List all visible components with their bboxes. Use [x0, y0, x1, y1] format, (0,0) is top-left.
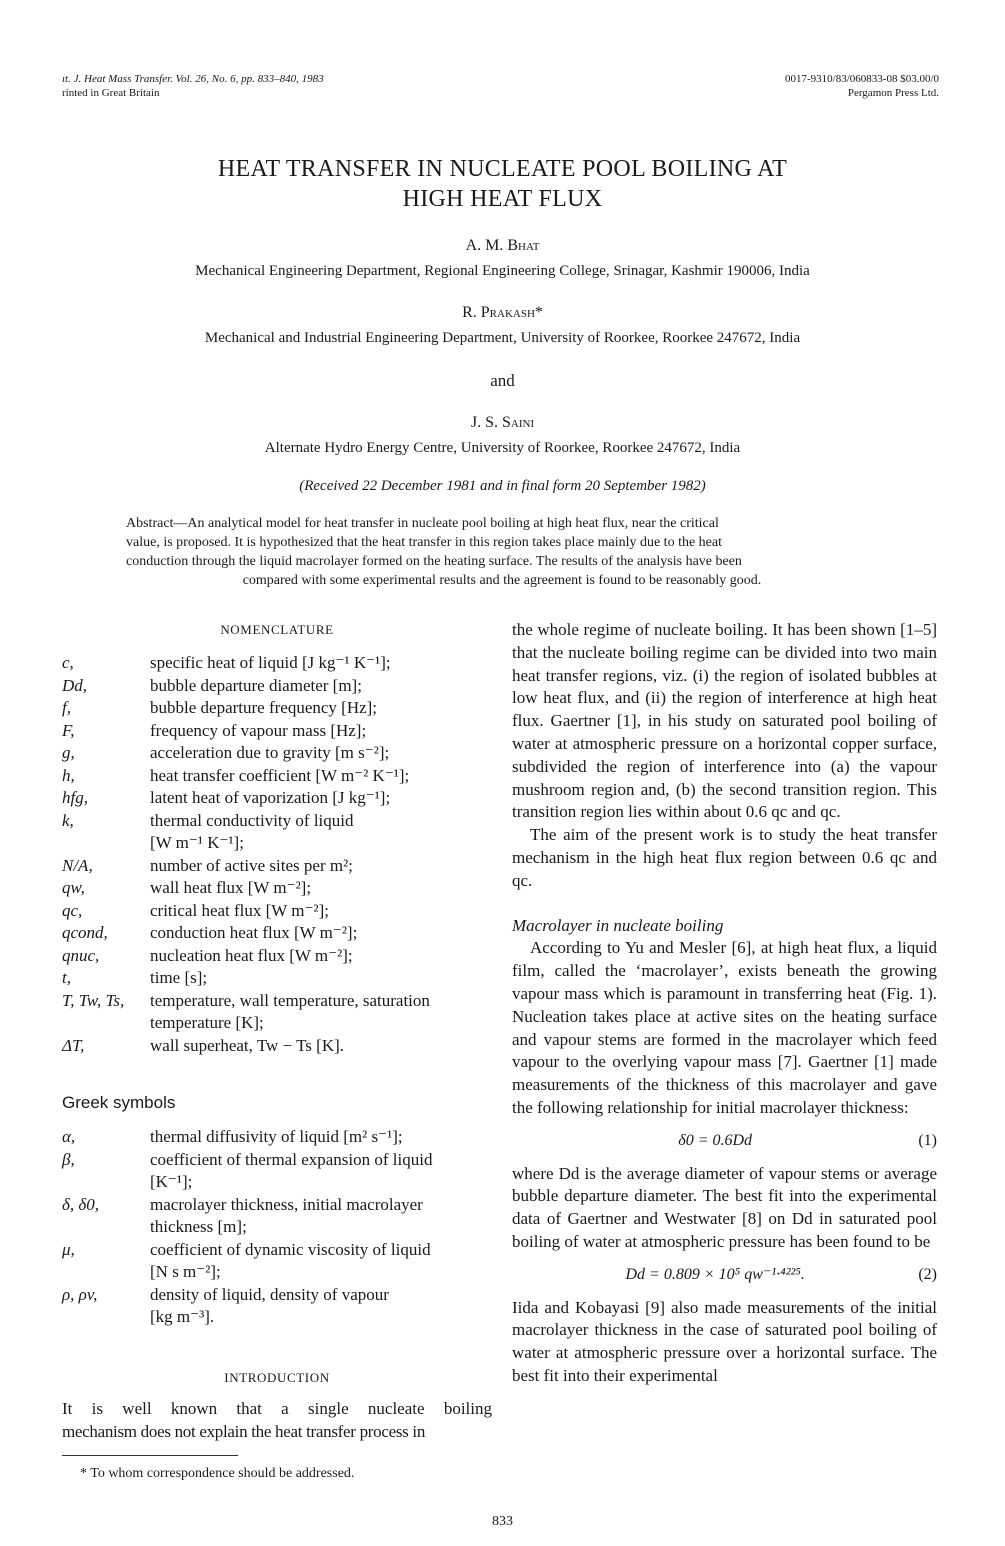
issn-line: 0017-9310/83/060833-08 $03.00/0 — [785, 73, 939, 85]
nomenclature-row — [62, 1261, 492, 1284]
nomenclature-definition: coefficient of dynamic viscosity of liquid — [150, 1239, 431, 1259]
nomenclature-row — [62, 1284, 492, 1307]
nomenclature-row — [62, 1149, 492, 1172]
title-line-2: HIGH HEAT FLUX — [402, 186, 603, 212]
nomenclature-definition: critical heat flux [W m⁻²]; — [150, 900, 329, 920]
abstract-line: Abstract—An analytical model for heat transfer in nucleate pool boiling at high heat flux, near the critical — [126, 516, 719, 531]
publisher-info — [785, 72, 939, 100]
nomenclature-row — [62, 1239, 492, 1262]
nomenclature-row — [62, 1171, 492, 1194]
title-line-1: HEAT TRANSFER IN NUCLEATE POOL BOILING AT — [217, 156, 788, 182]
nomenclature-row — [62, 967, 492, 990]
nomenclature-row — [62, 697, 492, 720]
nomenclature-row — [62, 675, 492, 698]
greek-symbols-heading: Greek symbols — [62, 1093, 176, 1112]
nomenclature-symbol: qw, — [62, 878, 85, 897]
paragraph: Iida and Kobayasi [9] also made measurements of the initial macrolayer thickness in the case of saturated pool boiling of water at atmospheric pressure over a horizontal surface. The best fit into their experimental — [512, 1297, 937, 1385]
nomenclature-symbol: qc, — [62, 900, 83, 920]
nomenclature-definition: time [s]; — [150, 968, 208, 987]
paragraph: where Dd is the average diameter of vapour stems or average bubble departure diameter. The best fit into the experimental data of Gaertner and Westwater [8] on Dd in saturated pool boiling of water at atmospheric pressure has been found to be — [512, 1163, 937, 1251]
nomenclature-row — [62, 1306, 492, 1329]
journal-citation — [62, 72, 324, 100]
nomenclature-definition: nucleation heat flux [W m⁻²]; — [150, 945, 353, 965]
nomenclature-list — [62, 652, 492, 1057]
nomenclature-symbol: qcond, — [62, 923, 108, 942]
nomenclature-definition: frequency of vapour mass [Hz]; — [150, 720, 367, 740]
nomenclature-definition: coefficient of thermal expansion of liquid — [150, 1149, 433, 1169]
nomenclature-definition: thermal conductivity of liquid — [150, 810, 354, 830]
page-number: 833 — [492, 1514, 513, 1529]
abstract-line: compared with some experimental results and the agreement is found to be reasonably good. — [242, 573, 762, 588]
nomenclature-heading: NOMENCLATURE — [220, 622, 334, 637]
nomenclature-definition: bubble departure frequency [Hz]; — [150, 698, 378, 717]
nomenclature-definition: [W m⁻¹ K⁻¹]; — [150, 833, 244, 852]
nomenclature-row — [62, 787, 492, 810]
nomenclature-row — [62, 900, 492, 923]
nomenclature-definition: thermal diffusivity of liquid [m² s⁻¹]; — [150, 1127, 403, 1146]
right-column — [512, 619, 937, 1388]
greek-symbols-list — [62, 1126, 492, 1329]
intro-line: mechanism does not explain the heat transfer process in — [62, 1421, 426, 1441]
nomenclature-row — [62, 1216, 492, 1239]
nomenclature-symbol: μ, — [62, 1239, 75, 1259]
nomenclature-definition: [kg m⁻³]. — [150, 1307, 215, 1326]
nomenclature-symbol — [62, 1216, 150, 1239]
received-dates: (Received 22 December 1981 and in final form 20 September 1982) — [299, 478, 706, 494]
abstract — [126, 514, 878, 590]
nomenclature-row — [62, 720, 492, 743]
equation-number: (1) — [918, 1131, 937, 1149]
citation-line: ıt. J. Heat Mass Transfer. Vol. 26, No. 6, pp. 833–840, 1983 — [62, 73, 324, 85]
nomenclature-symbol: qnuc, — [62, 945, 100, 965]
abstract-line: value, is proposed. It is hypothesized that the heat transfer in this region takes place mainly due to the heat — [126, 535, 722, 550]
nomenclature-row — [62, 832, 492, 855]
equation-1 — [512, 1130, 937, 1153]
nomenclature-symbol: g, — [62, 743, 75, 762]
nomenclature-symbol: β, — [62, 1149, 75, 1169]
equation-2 — [512, 1264, 937, 1287]
author-name: R. Prakash* — [462, 304, 543, 321]
nomenclature-definition: latent heat of vaporization [J kg⁻¹]; — [150, 788, 391, 807]
nomenclature-row — [62, 810, 492, 833]
nomenclature-symbol — [62, 1012, 150, 1035]
nomenclature-symbol: N/A, — [62, 855, 93, 875]
author-name: A. M. Bhat — [465, 237, 540, 254]
paragraph: The aim of the present work is to study the heat transfer mechanism in the high heat flux region between 0.6 qc and qc. — [512, 825, 937, 890]
publisher-line: Pergamon Press Ltd. — [847, 87, 939, 99]
nomenclature-row — [62, 1194, 492, 1217]
paper-title — [0, 154, 1005, 214]
nomenclature-row — [62, 922, 492, 945]
introduction-text — [62, 1398, 492, 1444]
nomenclature-symbol: δ, δ0, — [62, 1194, 100, 1214]
footnote: * To whom correspondence should be addressed. — [80, 1466, 355, 1481]
nomenclature-definition: bubble departure diameter [m]; — [150, 675, 362, 695]
nomenclature-symbol: t, — [62, 968, 71, 987]
author-conjunction: and — [490, 371, 515, 390]
paragraph: the whole regime of nucleate boiling. It has been shown [1–5] that the nucleate boiling regime can be divided into two main heat transfer regions, viz. (i) the region of isolated bubbles at low heat flux, and (ii) the region of interference at high heat flux. Gaertner [1], in his study on saturated pool boiling of water at atmospheric pressure on a horizontal copper surface, subdivided the region of interference into (a) the vapour mushroom region and, (b) the second transition region. This transition region lies within about 0.6 qc and qc. — [512, 620, 937, 822]
printed-in-line: rinted in Great Britain — [62, 87, 160, 99]
intro-line: It is well known that a single nucleate boiling — [62, 1399, 492, 1418]
nomenclature-definition: [K⁻¹]; — [150, 1172, 193, 1191]
abstract-line: conduction through the liquid macrolayer formed on the heating surface. The results of the analysis have been — [126, 554, 742, 569]
introduction-heading: INTRODUCTION — [224, 1370, 330, 1385]
nomenclature-symbol: ρ, ρv, — [62, 1284, 98, 1304]
nomenclature-definition: density of liquid, density of vapour — [150, 1284, 389, 1304]
footnote-rule — [62, 1455, 238, 1456]
nomenclature-symbol: F, — [62, 720, 75, 740]
equation-expression: δ0 = 0.6Dd — [678, 1131, 753, 1149]
nomenclature-definition: wall superheat, Tw − Ts [K]. — [150, 1035, 345, 1055]
nomenclature-row — [62, 1035, 492, 1058]
equation-expression: Dd = 0.809 × 10⁵ qw⁻¹·⁴²²⁵. — [625, 1265, 805, 1283]
nomenclature-symbol: T, Tw, Ts, — [62, 990, 125, 1010]
author-affiliation: Mechanical and Industrial Engineering Department, University of Roorkee, Roorkee 247672, India — [204, 330, 801, 346]
nomenclature-symbol: hfg, — [62, 788, 88, 807]
nomenclature-symbol — [62, 1171, 150, 1194]
nomenclature-row — [62, 652, 492, 675]
nomenclature-symbol: k, — [62, 810, 74, 830]
nomenclature-definition: [N s m⁻²]; — [150, 1262, 221, 1281]
nomenclature-row — [62, 990, 492, 1013]
nomenclature-symbol — [62, 832, 150, 855]
nomenclature-row — [62, 1126, 492, 1149]
nomenclature-definition: heat transfer coefficient [W m⁻² K⁻¹]; — [150, 765, 410, 785]
nomenclature-symbol — [62, 1306, 150, 1329]
paragraph: According to Yu and Mesler [6], at high heat flux, a liquid film, called the ‘macrolayer’, exists beneath the growing vapour mass which is paramount in transferring heat (Fig. 1). Nucleation takes place at active sites on the heating surface and vapour stems are formed in the macrolayer which feed vapour to the overlying vapour mass [7]. Gaertner [1] made measurements of the thickness of this macrolayer and gave the following relationship for initial macrolayer thickness: — [512, 938, 937, 1117]
nomenclature-symbol: h, — [62, 765, 75, 785]
nomenclature-symbol: c, — [62, 653, 74, 672]
nomenclature-row — [62, 855, 492, 878]
nomenclature-symbol: Dd, — [62, 675, 88, 695]
nomenclature-definition: temperature [K]; — [150, 1013, 264, 1032]
nomenclature-definition: wall heat flux [W m⁻²]; — [150, 878, 312, 897]
nomenclature-row — [62, 765, 492, 788]
nomenclature-definition: conduction heat flux [W m⁻²]; — [150, 923, 358, 942]
nomenclature-definition: macrolayer thickness, initial macrolayer — [150, 1194, 423, 1214]
nomenclature-row — [62, 945, 492, 968]
nomenclature-symbol — [62, 1261, 150, 1284]
nomenclature-row — [62, 1012, 492, 1035]
nomenclature-definition: thickness [m]; — [150, 1217, 247, 1236]
nomenclature-definition: acceleration due to gravity [m s⁻²]; — [150, 743, 390, 762]
author-name: J. S. Saini — [470, 414, 535, 431]
nomenclature-symbol: f, — [62, 698, 71, 717]
author-affiliation: Mechanical Engineering Department, Regional Engineering College, Srinagar, Kashmir 190006, India — [195, 263, 810, 279]
subsection-heading: Macrolayer in nucleate boiling — [512, 915, 724, 935]
equation-number: (2) — [918, 1265, 937, 1283]
nomenclature-definition: temperature, wall temperature, saturation — [150, 990, 430, 1010]
author-affiliation: Alternate Hydro Energy Centre, University of Roorkee, Roorkee 247672, India — [264, 440, 741, 456]
nomenclature-definition: number of active sites per m²; — [150, 855, 353, 875]
nomenclature-row — [62, 877, 492, 900]
nomenclature-symbol: α, — [62, 1127, 76, 1146]
nomenclature-symbol: ΔT, — [62, 1035, 85, 1055]
nomenclature-definition: specific heat of liquid [J kg⁻¹ K⁻¹]; — [150, 653, 391, 672]
nomenclature-row — [62, 742, 492, 765]
